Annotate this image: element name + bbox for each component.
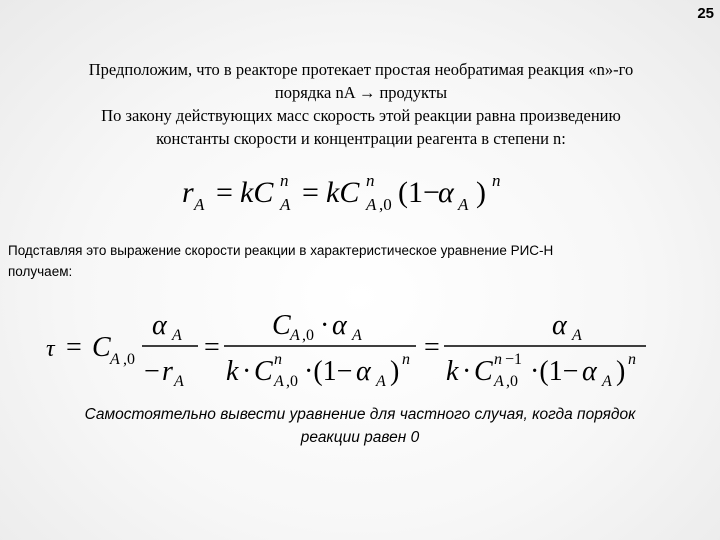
svg-text:,0: ,0 [506,373,518,390]
svg-text:n: n [366,171,375,190]
svg-text:(1−: (1− [398,176,440,209]
intro-line: константы скорости и концентрации реагента в степени n: [156,129,566,148]
rate-equation [176,164,516,220]
svg-text:C: C [92,332,111,363]
svg-text:·(1−: ·(1− [530,356,579,387]
svg-text:,0: ,0 [123,351,135,368]
svg-text:A: A [280,195,291,214]
svg-text:k: k [226,356,239,387]
svg-text:A: A [110,351,120,368]
svg-text:α: α [552,310,567,341]
svg-text:A: A [274,373,284,390]
svg-text:C: C [272,310,291,341]
intro-line: Предположим, что в реакторе протекает простая необратимая реакция «n»-го [88,60,634,79]
svg-text:τ: τ [46,336,55,362]
svg-text:r: r [182,176,194,209]
intro-paragraph [14,58,708,150]
svg-text:α: α [582,356,597,387]
svg-text:·: · [462,356,472,387]
svg-text:α: α [438,176,454,209]
derivation-line: получаем: [8,264,73,279]
svg-text:·: · [242,356,252,387]
svg-text:−: − [144,356,160,387]
svg-text:n: n [402,351,410,368]
svg-text:A: A [352,327,362,344]
svg-text:−1: −1 [505,351,523,368]
svg-text:,0: ,0 [286,373,298,390]
svg-text:A: A [290,327,300,344]
svg-text:A: A [172,327,182,344]
svg-text:A: A [174,373,184,390]
svg-text:,0: ,0 [379,195,392,214]
svg-text:·: · [320,310,330,341]
svg-text:α: α [332,310,347,341]
svg-text:α: α [356,356,371,387]
svg-text:kC: kC [240,176,274,209]
svg-text:A: A [572,327,582,344]
task-line: реакции равен 0 [300,429,420,446]
svg-text:n: n [494,351,502,368]
svg-text:): ) [390,356,400,387]
svg-text:A: A [194,195,205,214]
svg-text:A: A [458,195,469,214]
task-statement [20,403,700,449]
svg-text:=: = [302,176,319,209]
svg-text:n: n [280,171,289,190]
svg-text:k: k [446,356,459,387]
svg-text:=: = [424,332,440,363]
svg-text:A: A [494,373,504,390]
svg-text:A: A [366,195,377,214]
svg-text:A: A [602,373,612,390]
svg-text:n: n [628,351,636,368]
svg-text:=: = [204,332,220,363]
svg-text:): ) [476,176,486,209]
svg-text:n: n [274,351,282,368]
derivation-text [8,240,708,282]
task-line: Самостоятельно вывести уравнение для частного случая, когда порядок [84,406,636,423]
svg-text:=: = [66,332,82,363]
svg-text:n: n [492,171,501,190]
svg-text:r: r [162,356,173,387]
svg-text:C: C [254,356,273,387]
svg-text:α: α [152,310,167,341]
svg-text:C: C [474,356,493,387]
derivation-line: Подставляя это выражение скорости реакции в характеристическое уравнение РИС-Н [8,243,554,258]
svg-text:=: = [216,176,233,209]
intro-line: порядка nA → продукты [274,83,448,102]
svg-text:,0: ,0 [302,327,314,344]
tau-equation [46,304,656,390]
page-number: 25 [697,5,714,22]
intro-line: По закону действующих масс скорость этой реакции равна произведению [101,106,621,125]
svg-text:): ) [616,356,626,387]
svg-text:kC: kC [326,176,360,209]
svg-text:·(1−: ·(1− [304,356,353,387]
svg-text:A: A [376,373,386,390]
